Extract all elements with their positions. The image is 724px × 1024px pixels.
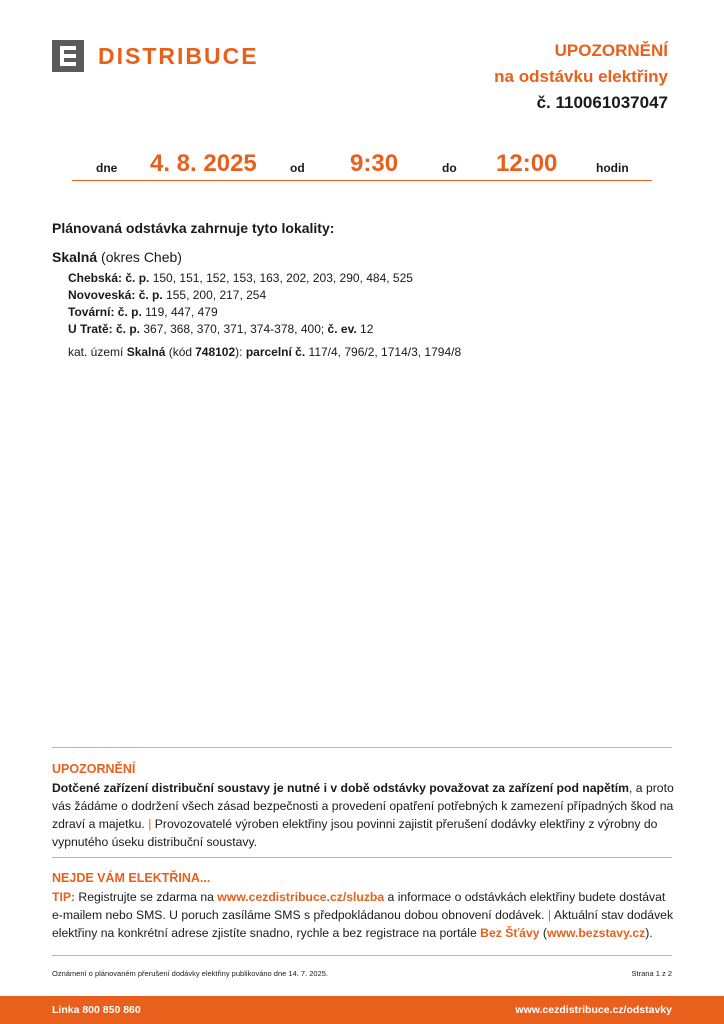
brand-name: DISTRIBUCE <box>98 42 259 69</box>
street-item <box>68 321 413 338</box>
portal-name: Bez Šťávy <box>480 926 540 940</box>
notice-number: č. 110061037047 <box>536 93 668 112</box>
schedule-band <box>72 148 652 181</box>
town-name: Skalná <box>52 249 98 265</box>
notice-header <box>494 38 668 116</box>
publication-note: Oznámení o plánovaném přerušení dodávky elektřiny publikováno dne 14. 7. 2025. <box>52 969 329 978</box>
street-name: Chebská: č. p. <box>68 271 150 285</box>
separator: | <box>547 908 552 922</box>
locations-title: Plánovaná odstávka zahrnuje tyto lokality: <box>52 220 335 236</box>
district-name: (okres Cheb) <box>101 249 182 265</box>
cez-logo-mark <box>52 40 84 72</box>
divider <box>52 747 672 748</box>
tip-text-3: Aktuální stav dodávek elektřiny na konkrétní adrese zjistíte snadno, rychle a bez registrace na portále <box>52 908 674 940</box>
to-label: do <box>442 161 457 175</box>
street-numbers: 150, 151, 152, 153, 163, 202, 203, 290, 484, 525 <box>152 271 413 285</box>
parcel-numbers: 117/4, 796/2, 1714/3, 1794/8 <box>308 345 462 359</box>
tip-text <box>52 888 674 942</box>
warning-bold: Dotčené zařízení distribuční soustavy je nutné i v době odstávky považovat za zařízení pod napětím <box>52 781 630 795</box>
separator: | <box>148 817 152 831</box>
street-numbers: 119, 447, 479 <box>145 305 218 319</box>
from-label: od <box>290 161 305 175</box>
outage-from: 9:30 <box>350 150 399 177</box>
warning-heading: UPOZORNĚNÍ <box>52 762 136 776</box>
street-extra: 12 <box>360 322 374 336</box>
notice-subtitle: na odstávku elektřiny <box>494 67 668 86</box>
warning-text-1: , a proto vás žádáme o dodržení všech zásad bezpečnosti a provedení opatření potřebných k zamezení případných škod na zdraví a majetku. <box>52 781 674 831</box>
street-item <box>68 270 413 287</box>
cadastral-prefix: kat. území <box>68 345 124 359</box>
tip-text-1: Registrujte se zdarma na <box>78 890 214 904</box>
unit-label: hodin <box>596 161 629 175</box>
cadastral-area: Skalná <box>126 345 166 359</box>
outages-link[interactable]: www.cezdistribuce.cz/odstavky <box>515 1004 672 1016</box>
street-item <box>68 304 413 321</box>
street-extra-label: č. ev. <box>327 322 357 336</box>
street-item <box>68 287 413 304</box>
tip-label: TIP: <box>52 890 76 904</box>
warning-text-2: Provozovatelé výroben elektřiny jsou povinni zajistit přerušení dodávky elektřiny z výrobny do vypnutého úseku distribuční soustavy. <box>52 817 658 849</box>
footer-bar <box>0 996 724 1024</box>
date-label: dne <box>96 161 118 175</box>
registration-link[interactable]: www.cezdistribuce.cz/sluzba <box>217 890 385 904</box>
cadastral-code-prefix: (kód <box>168 345 193 359</box>
outage-date: 4. 8. 2025 <box>150 150 257 177</box>
street-numbers: 155, 200, 217, 254 <box>166 288 267 302</box>
town-line <box>52 249 182 265</box>
cadastral-line <box>68 345 461 359</box>
paren-close: ). <box>645 926 653 940</box>
street-name: U Tratě: č. p. <box>68 322 141 336</box>
warning-block <box>52 760 674 851</box>
cadastral-code-suffix: ): <box>235 345 243 359</box>
page-number: Strana 1 z 2 <box>631 969 672 978</box>
divider <box>52 955 672 956</box>
notice-title: UPOZORNĚNÍ <box>554 41 668 60</box>
divider <box>52 857 672 858</box>
tip-block <box>52 869 674 942</box>
paren-open: ( <box>542 926 547 940</box>
tip-text-2: a informace o odstávkách elektřiny budete dostávat e-mailem nebo SMS. U poruch zasíláme SMS s předpokládanou dobou obnovení dodávek. <box>52 890 666 922</box>
cadastral-code: 748102 <box>195 345 236 359</box>
street-name: Novoveská: č. p. <box>68 288 163 302</box>
warning-text <box>52 779 674 851</box>
street-list <box>68 270 413 338</box>
cez-logo <box>52 40 259 72</box>
bezstavy-link[interactable]: www.bezstavy.cz <box>546 926 646 940</box>
outage-to: 12:00 <box>496 150 558 177</box>
street-name: Tovární: č. p. <box>68 305 142 319</box>
tip-heading: NEJDE VÁM ELEKTŘINA... <box>52 871 211 885</box>
parcel-label: parcelní č. <box>245 345 306 359</box>
hotline[interactable]: Linka 800 850 860 <box>52 1004 141 1016</box>
street-numbers: 367, 368, 370, 371, 374-378, 400; <box>143 322 325 336</box>
